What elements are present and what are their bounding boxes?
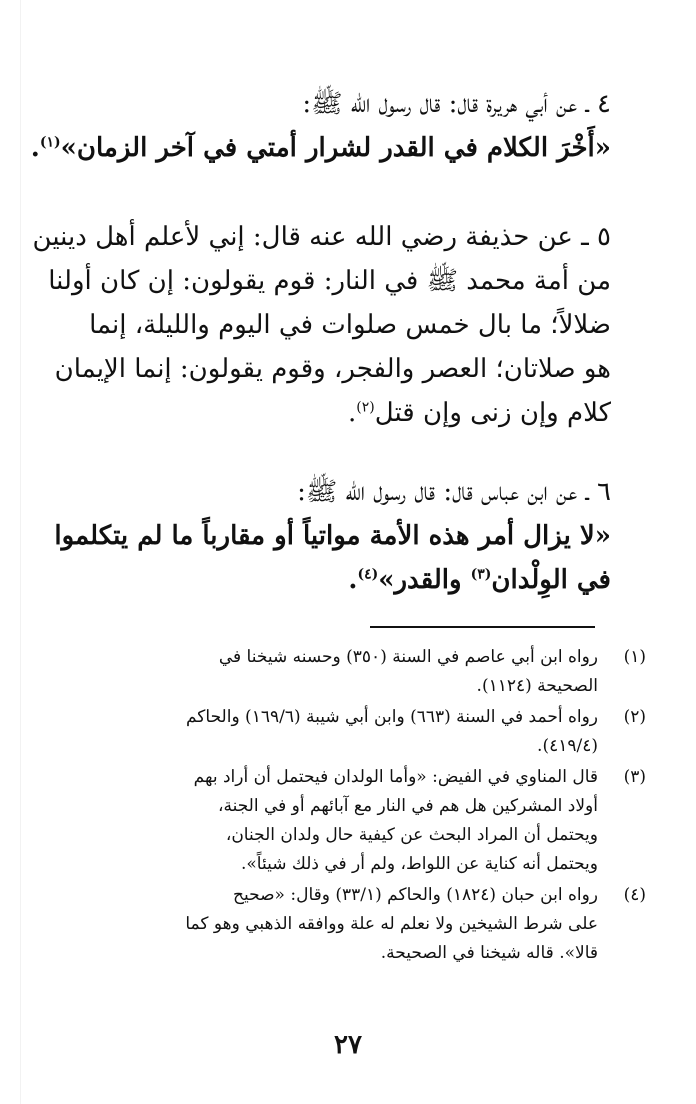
footnote-line: قالا». قاله شيخنا في الصحيحة. — [380, 943, 598, 963]
page-number: ٢٧ — [334, 1030, 362, 1060]
hadith-4-line-2 — [30, 126, 611, 170]
footnote-line: رواه ابن أبي عاصم في السنة (٣٥٠) وحسنه شيخنا في — [218, 647, 598, 667]
hadith-6-text-2: والقدر» — [378, 565, 471, 595]
hadith-5-line-2: من أمة محمد ﷺ في النار: قوم يقولون: إن كان أولنا — [48, 266, 611, 296]
footnote-line: على شرط الشيخين ولا نعلم له علة ووافقه الذهبي وهو كما — [185, 914, 598, 934]
footnote-line: رواه ابن حبان (١٨٢٤) والحاكم (٣٣/١) وقال: «صحيح — [233, 885, 598, 905]
hadith-5-text: كلام وإن زنى وإن قتل — [374, 398, 611, 428]
footnote-line: أولاد المشركين هل هم في النار مع آبائهم أو في الجنة، — [217, 796, 598, 816]
hadith-6-end: . — [348, 565, 358, 595]
hadith-5-line-3: ضلالاً؛ ما بال خمس صلوات في اليوم والليلة، إنما — [89, 310, 611, 340]
hadith-5-line-1: ٥ ـ عن حذيفة رضي الله عنه قال: إني لأعلم أهل دينين — [32, 222, 611, 252]
hadith-4-end: . — [30, 133, 40, 163]
footnote-ref-2[interactable]: (٢) — [356, 399, 375, 416]
footnotes — [55, 643, 646, 970]
footnote-line: ويحتمل أنه كناية عن اللواط، ولم أر في ذلك شيئاً». — [240, 854, 598, 874]
footnote-ref-4[interactable]: (٤) — [357, 566, 379, 583]
footnote-line: قال المناوي في الفيض: «وأما الولدان فيحتمل أن أراد بهم — [193, 767, 598, 787]
footnote-ref-3[interactable]: (٣) — [470, 566, 492, 583]
footnote-line: الصحيحة (١١٢٤). — [476, 676, 598, 696]
hadith-4 — [30, 82, 611, 170]
hadith-5 — [32, 215, 611, 435]
hadith-4-text: «أَخْرَ الكلام في القدر لشرار أمتي في آخر الزمان» — [60, 133, 611, 163]
footnote-3 — [55, 763, 646, 879]
hadith-5-line-5 — [60, 391, 611, 435]
footnote-ref-1[interactable]: (١) — [39, 134, 61, 151]
footnote-number: (٤) — [623, 885, 646, 905]
footnote-line: (٤١٩/٤). — [537, 736, 598, 756]
footnote-line: ويحتمل أن المراد البحث عن كيفية حال ولدان الجنان، — [225, 825, 598, 845]
hadith-6-text: في الوِلْدان — [491, 565, 611, 595]
footnote-number: (٣) — [623, 767, 646, 787]
hadith-5-line-4: هو صلاتان؛ العصر والفجر، وقوم يقولون: إنما الإيمان — [54, 354, 611, 384]
footnote-line: رواه أحمد في السنة (٦٦٣) وابن أبي شيبة (١٦٩/٦) والحاكم — [185, 707, 598, 727]
hadith-6 — [54, 470, 611, 602]
hadith-6-line-2: «لا يزال أمر هذه الأمة مواتياً أو مقارباً ما لم يتكلموا — [54, 521, 611, 551]
hadith-5-end: . — [348, 398, 357, 428]
footnote-2 — [55, 703, 646, 761]
footnote-separator — [370, 626, 595, 628]
page-edge-line — [20, 0, 21, 1104]
hadith-6-line-1: ٦ ـ عن ابن عباس قال: قال رسول الله ﷺ: — [297, 477, 611, 507]
footnote-number: (٢) — [623, 707, 646, 727]
hadith-4-line-1: ٤ ـ عن أبي هريرة قال: قال رسول الله ﷺ: — [302, 89, 611, 119]
footnote-number: (١) — [623, 647, 646, 667]
footnote-1 — [55, 643, 646, 701]
footnote-4 — [55, 881, 646, 968]
hadith-6-line-3 — [60, 558, 611, 602]
